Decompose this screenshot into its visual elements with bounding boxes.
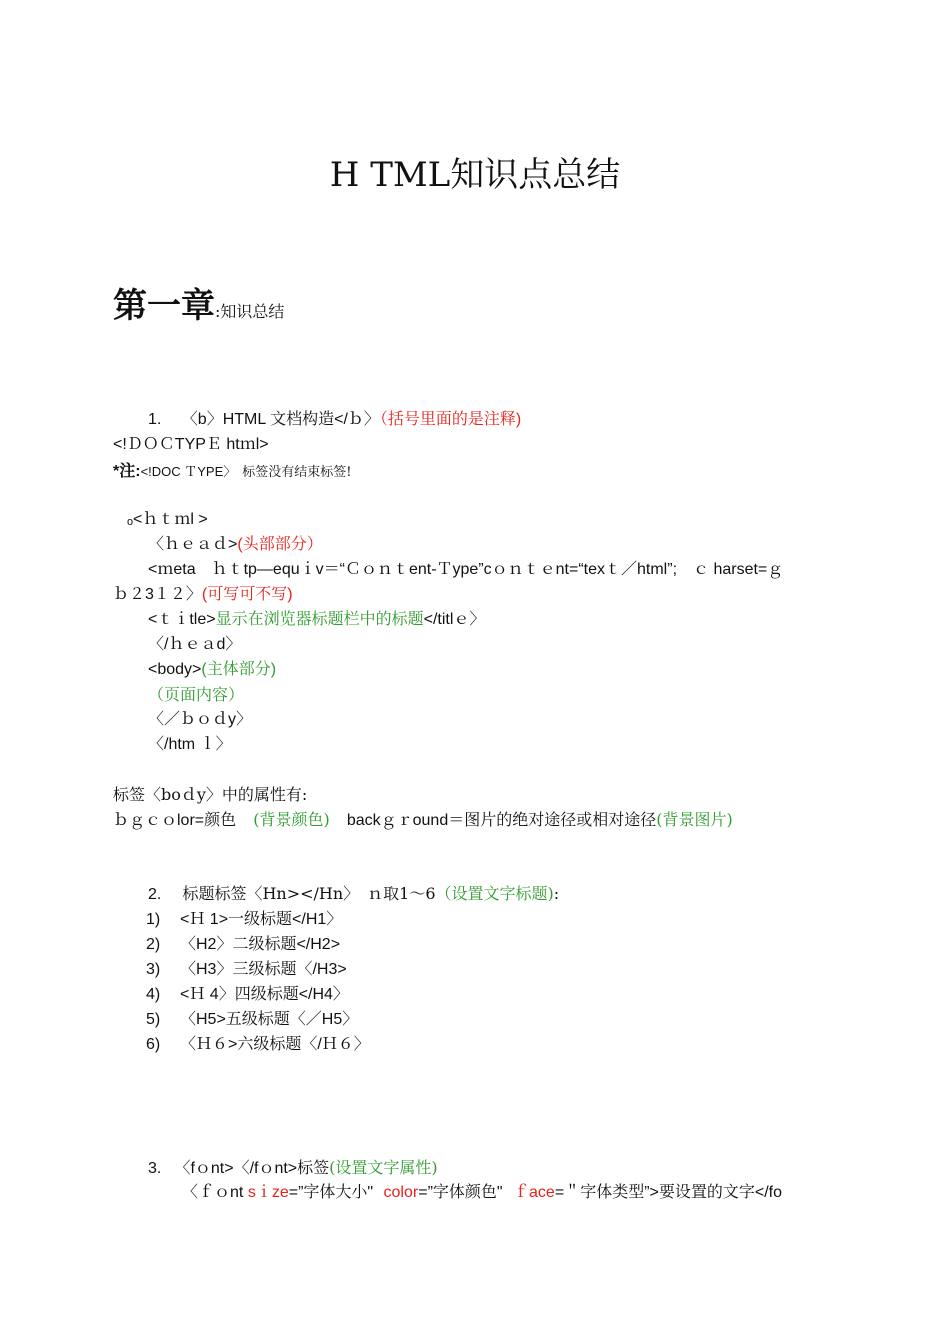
body-note: (主体部分) [201,661,277,678]
note-line [113,461,352,481]
color-attr: color [383,1184,419,1201]
list-item [146,909,342,929]
note-label: *注: [113,463,141,480]
section-number: 2. [148,886,162,903]
code-title-line [148,610,485,629]
list-item-number: 6) [146,1036,161,1053]
title-open-tag: <ｔｉtle> [148,611,216,628]
list-item-number: 4) [146,986,161,1003]
list-item-number: 3) [146,961,161,978]
list-item-text: <Ｈ 1>一级标题</H1〉 [180,911,343,928]
head-open-tag: 〈ｈｅａｄ> [148,536,238,553]
list-item-number: 2) [146,936,161,953]
section-1-title: 〈b〉HTML 文档构造</ｂ〉 [181,411,380,428]
code-html-close: 〈/htm ｌ〉 [148,736,232,753]
title-text: 显示在浏览器标题栏中的标题 [215,611,424,628]
section-1-note: （括号里面的是注释) [379,411,522,428]
section-2-title: 标题标签〈Hn></Hn〉 ｎ取1～6 [182,884,436,903]
background-note: (背景图片) [656,810,733,829]
section-1-heading [148,410,521,429]
meta-note: (可写可不写) [201,586,293,603]
title-close-tag: </titlｅ〉 [423,611,486,628]
code-body-close: 〈／ｂｏｄy〉 [148,711,253,728]
list-item-number: 1) [146,911,161,928]
code-head-open [148,535,323,554]
chapter-title: 第一章 [113,286,215,326]
list-item-text: 〈H2〉二级标题</H2> [180,936,341,953]
chapter-heading [113,286,284,327]
list-item [146,1009,358,1029]
code-body-content: （页面内容） [148,685,245,704]
body-open-tag: <body> [148,661,202,678]
size-attr: sｉze [247,1184,289,1201]
size-value: =”字体大小" [288,1184,374,1201]
body-attrs-line [113,810,733,830]
note-code: <!DOC ＴYPE〉 [140,464,237,479]
head-note: (头部部分） [237,536,323,553]
code-meta-line-1: <ｍeta ｈｔtp—equｉv＝“Ｃｏｎｔent-Ｔype”cｏｎｔｅnt=“texｔ／html”; ｃ harset=ｇ [148,561,784,578]
list-item-number: 5) [146,1011,161,1028]
doctype-line: <!ＤＯＣTYPＥ htｍl> [113,436,269,453]
list-item [146,959,347,979]
section-3-heading [148,1158,438,1178]
face-value: =＂字体类型”>要设置的文字</fo [554,1184,782,1201]
code-html-open: ₒ<ｈｔｍl > [127,511,208,528]
section-3-title: 〈fｏnt>〈/fｏnt>标签 [174,1160,330,1177]
meta-charset-value: ｂ２3１２〉 [113,586,202,603]
section-2-heading [148,884,559,904]
document-title: H TML知识点总结 [329,155,621,195]
list-item [146,934,340,954]
background-attr: backｇｒound＝图片的绝对途径或相对途径 [346,812,657,829]
section-3-note: (设置文字属性) [329,1158,438,1177]
list-item-text: 〈Ｈ６>六级标题〈/Ｈ６〉 [180,1036,370,1053]
list-item-text: <Ｈ 4〉四级标题</H4〉 [180,986,349,1003]
section-number: 1. [148,411,162,428]
body-attrs-heading: 标签〈boｄy〉中的属性有: [113,785,308,804]
color-value: =”字体颜色" [418,1184,503,1201]
code-body-open [148,660,276,679]
code-head-close: 〈/ｈｅａd〉 [148,636,242,653]
section-2-colon: : [553,884,560,903]
bgcolor-note: (背景颜色) [253,810,330,829]
list-item [146,984,349,1004]
section-2-note: （设置文字标题) [435,884,554,903]
chapter-subtitle: :知识总结 [215,302,285,321]
bgcolor-attr: ｂｇｃｏlor=颜色 [113,812,237,829]
list-item [146,1034,370,1054]
list-item-text: 〈H3〉三级标题〈/H3> [180,961,347,978]
list-item-text: 〈H5>五级标题〈／H5〉 [180,1011,359,1028]
font-open-tag: 〈ｆｏnt [182,1184,244,1201]
face-attr: ｆace [513,1184,555,1201]
section-number: 3. [148,1160,162,1177]
note-text: 标签没有结束标签! [242,465,352,480]
font-tag-example [182,1183,782,1202]
code-meta-line-2 [113,585,293,604]
